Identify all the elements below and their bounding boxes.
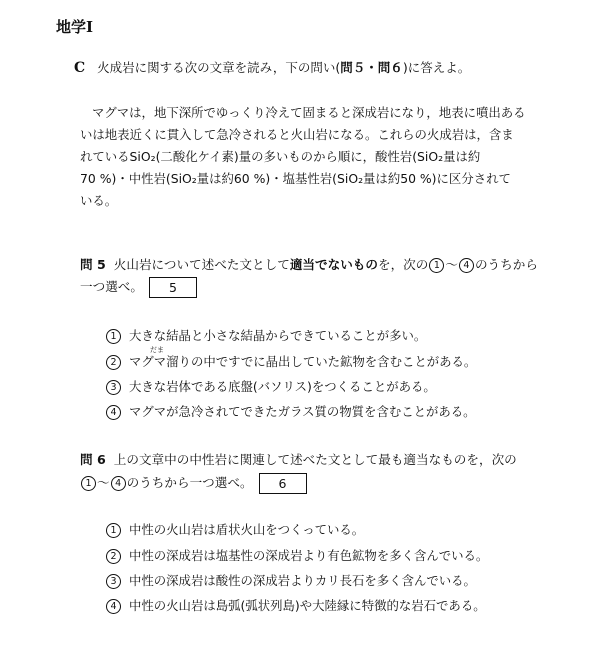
option-number-icon: 1 <box>106 523 121 538</box>
q5-option-3[interactable] <box>106 379 436 395</box>
q5-text-pre: 火山岩について述べた文として <box>113 257 290 272</box>
passage-line: いは地表近くに貫入して急冷されると火山岩になる。これらの火成岩は，含ま <box>80 127 514 142</box>
option-number-icon: 4 <box>106 599 121 614</box>
option-number-icon: 3 <box>106 574 121 589</box>
q6-option-2[interactable] <box>106 548 488 564</box>
q5-text-mid: を，次の <box>377 257 429 272</box>
passage-line: マグマは，地下深所でゆっくり冷えて固まると深成岩になり，地表に噴出ある <box>92 105 526 120</box>
question-6-line2 <box>80 472 307 494</box>
circled-number-4: 4 <box>459 258 474 273</box>
option-text: 中性の深成岩は酸性の深成岩よりカリ長石を多く含んでいる。 <box>129 573 476 588</box>
answer-box-5[interactable]: 5 <box>149 277 197 298</box>
option-text: マグマが急冷されてできたガラス質の物質を含むことがある。 <box>129 404 476 419</box>
passage <box>80 102 542 212</box>
question-5-number: 問 5 <box>80 257 106 272</box>
answer-box-6[interactable]: 6 <box>259 473 307 494</box>
intro-text-bold: 問５・問６ <box>340 60 403 75</box>
q6-option-3[interactable] <box>106 573 476 589</box>
question-6-heading <box>80 449 517 471</box>
q5-text-post: のうちから <box>474 257 538 272</box>
q6-text-line1: 上の文章中の中性岩に関連して述べた文として最も適当なものを，次の <box>113 452 517 467</box>
circled-number-1: 1 <box>81 476 96 491</box>
circled-number-1: 1 <box>429 258 444 273</box>
option-number-icon: 2 <box>106 355 121 370</box>
option-number-icon: 1 <box>106 329 121 344</box>
question-5-line2 <box>80 276 197 298</box>
option-text: 大きな結晶と小さな結晶からできていることが多い。 <box>129 328 427 343</box>
intro-text-post: )に答えよ。 <box>402 60 471 75</box>
option-text: マグマ溜りの中ですでに晶出していた鉱物を含むことがある。 <box>129 354 477 369</box>
passage-line: いる。 <box>80 193 118 208</box>
ruby-annotation: だま <box>150 346 164 354</box>
q6-option-1[interactable] <box>106 522 364 538</box>
option-text: 大きな岩体である底盤(バソリス)をつくることがある。 <box>129 379 436 394</box>
passage-line: れているSiO₂(二酸化ケイ素)量の多いものから順に，酸性岩(SiO₂量は約 <box>80 149 481 164</box>
q5-option-2[interactable] <box>106 354 476 370</box>
option-text: 中性の火山岩は島弧(弧状列島)や大陸縁に特徴的な岩石である。 <box>129 598 486 613</box>
q5-option-4[interactable] <box>106 404 476 420</box>
question-6-number: 問 6 <box>80 452 106 467</box>
option-number-icon: 3 <box>106 380 121 395</box>
q6-option-4[interactable] <box>106 598 486 614</box>
question-5-heading <box>80 254 538 276</box>
q6-text-line2: のうちから一つ選べ。 <box>126 475 253 490</box>
option-number-icon: 4 <box>106 405 121 420</box>
subject-title: 地学Ⅰ <box>56 18 94 36</box>
option-number-icon: 2 <box>106 549 121 564</box>
circled-number-4: 4 <box>111 476 126 491</box>
q5-line2-text: 一つ選べ。 <box>80 279 143 294</box>
option-text: 中性の火山岩は盾状火山をつくっている。 <box>129 522 365 537</box>
q5-text-bold: 適当でないもの <box>289 257 378 272</box>
section-mark: C <box>74 60 86 76</box>
q6-tilde: 〜 <box>97 475 110 490</box>
section-intro <box>74 58 470 76</box>
q5-tilde: 〜 <box>445 257 458 272</box>
passage-line: 70 %)・中性岩(SiO₂量は約60 %)・塩基性岩(SiO₂量は約50 %)に区分されて <box>80 171 511 186</box>
option-text: 中性の深成岩は塩基性の深成岩より有色鉱物を多く含んでいる。 <box>129 548 489 563</box>
intro-text-pre: 火成岩に関する次の文章を読み，下の問い( <box>97 60 341 75</box>
q5-option-1[interactable] <box>106 328 426 344</box>
